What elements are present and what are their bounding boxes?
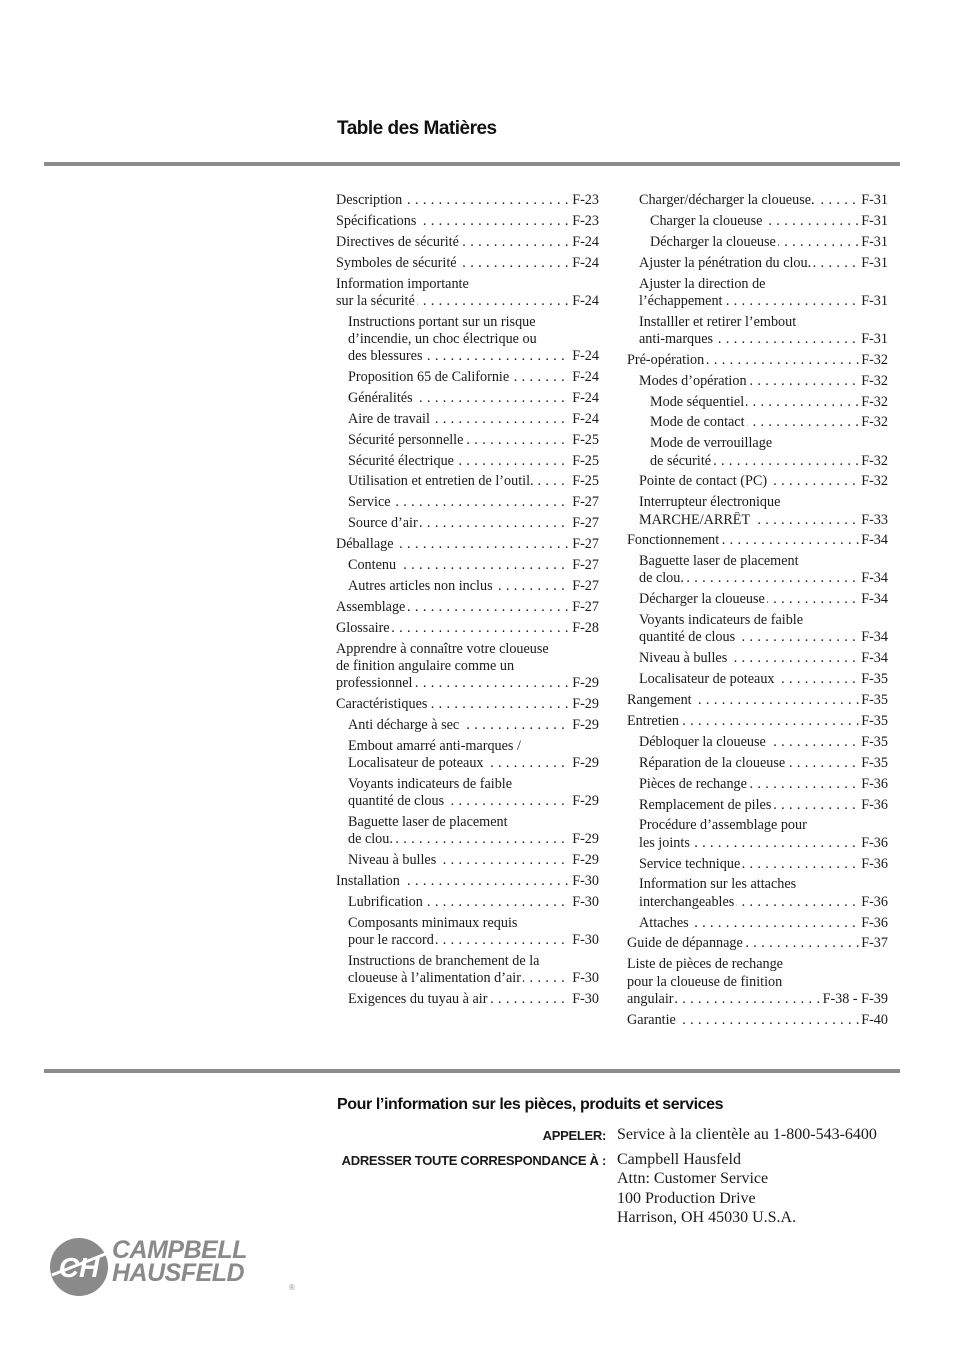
toc-entry-page: F-27: [572, 556, 599, 573]
toc-entry: [627, 394, 888, 411]
toc-entry-text: Sécurité électrique: [348, 452, 454, 469]
toc-entry-text: Proposition 65 de Californie: [348, 368, 510, 385]
toc-entry: [336, 314, 599, 366]
toc-entry-text: l’échappement: [639, 292, 723, 309]
toc-entry-page: F-36: [861, 834, 888, 851]
toc-entry-text: angulair: [627, 990, 674, 1007]
toc-entry-page: F-24: [572, 348, 599, 365]
toc-entry-page: F-27: [572, 536, 599, 553]
toc-entry: [627, 276, 888, 310]
toc-entry-page: F-35: [861, 692, 888, 709]
toc-entry-text: pour le raccord: [348, 931, 434, 948]
toc-entry-text: professionnel: [336, 674, 413, 691]
toc-entry: [336, 557, 599, 574]
toc-entry-lastline: [336, 675, 599, 692]
toc-entry-page: F-27: [572, 577, 599, 594]
toc-entry-page: F-34: [861, 650, 888, 667]
toc-column-2: [627, 192, 888, 1033]
toc-entry: [336, 494, 599, 511]
toc-entry-text: Embout amarré anti-marques /: [348, 737, 521, 754]
toc-entry-page: F-32: [861, 452, 888, 469]
toc-entry-text: Charger la cloueuse: [650, 212, 763, 229]
toc-entry-text: les joints: [639, 834, 690, 851]
toc-entry-page: F-34: [861, 629, 888, 646]
toc-entry-page: F-32: [861, 473, 888, 490]
toc-entry-text: quantité de clous: [348, 792, 445, 809]
toc-entry-page: F-25: [572, 473, 599, 490]
toc-entry-page: F-35: [861, 671, 888, 688]
toc-entry-page: F-32: [861, 393, 888, 410]
toc-entry: [336, 255, 599, 272]
toc-entry: [627, 473, 888, 490]
toc-entry-text: Interrupteur électronique: [639, 494, 781, 511]
address-line: Campbell Hausfeld: [617, 1151, 741, 1168]
toc-entry-text: anti-marques: [639, 330, 714, 347]
toc-entry-page: F-34: [861, 570, 888, 587]
toc-entry-text: Installation: [336, 872, 400, 889]
toc-entry-text: de clou.: [348, 831, 393, 847]
toc-entry-text: Instructions portant sur un risque: [348, 313, 536, 330]
toc-entry: [627, 373, 888, 390]
toc-entry: [336, 641, 599, 693]
toc-entry-lastline: [650, 453, 888, 470]
toc-entry-lastline: [348, 793, 599, 810]
toc-entry-page: F-35: [861, 713, 888, 730]
toc-entry-text: Mode de verrouillage: [650, 435, 773, 452]
toc-entry-text: Aire de travail: [348, 410, 430, 427]
toc-entry-text: Sécurité personnelle: [348, 431, 464, 448]
toc-entry-lastline: [348, 348, 599, 365]
toc-entry-lastline: [639, 293, 888, 310]
toc-entry-lastline: [639, 512, 888, 529]
toc-entry-text: Baguette laser de placement: [348, 813, 508, 830]
toc-entry-page: F-37: [861, 935, 888, 952]
toc-entry-lastline: [336, 293, 599, 310]
toc-entry-lastline: [639, 570, 888, 587]
toc-entry-text: Mode séquentiel: [650, 393, 745, 410]
toc-entry-text: Guide de dépannage: [627, 935, 743, 952]
toc-entry: [627, 612, 888, 646]
toc-entry: [336, 696, 599, 713]
toc-entry-page: F-28: [572, 619, 599, 636]
toc-entry-page: F-32: [861, 372, 888, 389]
toc-entry: [336, 578, 599, 595]
toc-entry: [627, 1012, 888, 1029]
toc-entry: [627, 856, 888, 873]
toc-entry-text: Directives de sécurité: [336, 233, 459, 250]
toc-entry-text: de clou.: [639, 570, 684, 587]
toc-entry: [336, 213, 599, 230]
toc-entry-page: F-31: [861, 233, 888, 250]
toc-entry-text: Liste de pièces de rechange: [627, 956, 783, 973]
toc-entry-page: F-30: [572, 893, 599, 910]
toc-entry-lastline: [348, 755, 599, 772]
toc-entry-text: pour la cloueuse de finition: [627, 973, 783, 990]
toc-entry-text: Localisateur de poteaux: [348, 754, 484, 771]
toc-entry: [336, 991, 599, 1008]
logo-registered: ®: [289, 1283, 295, 1292]
toc-entry-page: F-33: [861, 511, 888, 528]
toc-entry-text: cloueuse à l’alimentation d’air: [348, 969, 521, 986]
toc-entry: [336, 915, 599, 949]
toc-entry-page: F-34: [861, 591, 888, 608]
toc-entry: [627, 956, 888, 1008]
toc-entry-page: F-34: [861, 532, 888, 549]
toc-entry-page: F-29: [572, 674, 599, 691]
toc-entry-page: F-27: [572, 494, 599, 511]
address-line: 100 Production Drive: [617, 1189, 756, 1207]
toc-entry-page: F-24: [572, 254, 599, 271]
toc-entry-text: Composants minimaux requis: [348, 914, 518, 931]
toc-entry: [336, 432, 599, 449]
toc-entry-text: Utilisation et entretien de l’outil.: [348, 473, 534, 490]
toc-entry: [627, 734, 888, 751]
toc-entry-page: F-30: [572, 931, 599, 948]
toc-entry: [627, 876, 888, 910]
toc-entry-text: Caractéristiques: [336, 695, 428, 712]
toc-entry-text: Exigences du tuyau à air: [348, 990, 488, 1007]
toc-entry-text: Installler et retirer l’embout: [639, 313, 797, 330]
toc-entry-text: Assemblage: [336, 598, 406, 615]
toc-entry-text: Pré-opération: [627, 351, 705, 368]
toc-entry-text: Ajuster la pénétration du clou.: [639, 254, 812, 271]
toc-entry-text: Remplacement de piles: [639, 796, 772, 813]
toc-entry: [336, 234, 599, 251]
toc-entry-text: Ajuster la direction de: [639, 275, 766, 292]
toc-entry: [627, 494, 888, 528]
address-label: ADRESSER TOUTE CORRESPONDANCE À :: [341, 1153, 606, 1168]
toc-entry-text: Instructions de branchement de la: [348, 952, 540, 969]
page-title: Table des Matières: [337, 118, 497, 139]
toc-entry: [627, 935, 888, 952]
toc-column-1: [336, 192, 599, 1012]
toc-entry-page: F-31: [861, 254, 888, 271]
toc-entry-page: F-29: [572, 851, 599, 868]
toc-entry-page: F-31: [861, 330, 888, 347]
toc-entry: [627, 797, 888, 814]
toc-entry-text: Charger/décharger la cloueuse.: [639, 192, 815, 208]
toc-entry: [627, 692, 888, 709]
toc-entry-text: Autres articles non inclus: [348, 577, 493, 594]
toc-entry-text: Attaches: [639, 914, 689, 931]
toc-entry: [627, 532, 888, 549]
toc-entry: [336, 738, 599, 772]
toc-entry-page: F-24: [572, 233, 599, 250]
toc-entry-page: F-32: [861, 414, 888, 431]
toc-entry-text: Lubrification: [348, 893, 423, 910]
toc-entry-text: interchangeables: [639, 893, 735, 910]
toc-entry-lastline: [348, 932, 599, 949]
toc-entry-lastline: [639, 629, 888, 646]
toc-entry: [627, 713, 888, 730]
call-label: APPELER:: [542, 1128, 606, 1143]
toc-entry: [336, 852, 599, 869]
toc-entry-text: Réparation de la cloueuse: [639, 754, 786, 771]
toc-entry-page: F-31: [861, 292, 888, 309]
toc-entry-lastline: [639, 331, 888, 348]
toc-entry: [627, 234, 888, 251]
toc-entry: [627, 352, 888, 369]
top-divider: [44, 162, 900, 166]
toc-entry-page: F-23: [572, 192, 599, 208]
toc-entry-text: Niveau à bulles: [348, 851, 437, 868]
toc-entry-text: Généralités: [348, 389, 413, 406]
toc-entry-lastline: [627, 991, 888, 1008]
toc-entry-text: Service: [348, 494, 391, 511]
toc-entry-lastline: [639, 894, 888, 911]
toc-entry-text: MARCHE/ARRÊT: [639, 511, 751, 528]
address-block: [617, 1150, 796, 1227]
toc-entry-text: Modes d’opération: [639, 372, 747, 389]
toc-entry-text: Débloquer la cloueuse: [639, 733, 766, 750]
toc-entry-text: Spécifications: [336, 212, 417, 229]
toc-entry-page: F-29: [572, 754, 599, 771]
toc-entry-text: Glossaire: [336, 619, 390, 636]
toc-entry: [627, 553, 888, 587]
toc-entry-page: F-36: [861, 893, 888, 910]
logo-mark: CH: [58, 1252, 100, 1283]
toc-entry: [627, 435, 888, 469]
toc-entry-page: F-31: [861, 192, 888, 208]
toc-entry-text: sur la sécurité: [336, 292, 415, 309]
toc-entry-text: de finition angulaire comme un: [336, 657, 515, 674]
toc-entry-page: F-27: [572, 598, 599, 615]
toc-entry: [336, 453, 599, 470]
toc-entry: [336, 276, 599, 310]
toc-entry: [627, 776, 888, 793]
toc-entry-text: Garantie: [627, 1011, 676, 1028]
toc-entry-page: F-24: [572, 410, 599, 427]
toc-entry-page: F-36: [861, 914, 888, 931]
toc-entry-text: Description: [336, 192, 403, 208]
toc-entry: [627, 192, 888, 209]
toc-entry-text: Symboles de sécurité: [336, 254, 457, 271]
toc-entry: [336, 473, 599, 490]
address-line: Attn: Customer Service: [617, 1170, 769, 1188]
toc-entry: [336, 620, 599, 637]
toc-entry: [336, 776, 599, 810]
toc-entry-text: d’incendie, un choc électrique ou: [348, 330, 537, 347]
toc-entry-text: Décharger la cloueuse: [650, 233, 776, 250]
toc-entry-page: F-23: [572, 212, 599, 229]
logo-line-1: CAMPBELL: [112, 1236, 247, 1264]
toc-entry-text: Pièces de rechange: [639, 775, 747, 792]
toc-entry: [336, 369, 599, 386]
toc-entry: [627, 915, 888, 932]
toc-entry-page: F-29: [572, 695, 599, 712]
toc-entry: [627, 817, 888, 851]
toc-entry: [336, 717, 599, 734]
toc-entry-page: F-29: [572, 831, 599, 847]
toc-entry-page: F-36: [861, 796, 888, 813]
toc-entry-page: F-27: [572, 515, 599, 532]
toc-entry-page: F-35: [861, 733, 888, 750]
toc-entry-page: F-24: [572, 389, 599, 406]
toc-entry-page: F-30: [572, 990, 599, 1007]
toc-entry-page: F-24: [572, 368, 599, 385]
toc-entry-text: Apprendre à connaître votre cloueuse: [336, 640, 549, 657]
toc-entry: [627, 650, 888, 667]
toc-entry: [336, 192, 599, 209]
toc-entry: [336, 814, 599, 848]
toc-entry-page: F-38 - F-39: [822, 990, 888, 1007]
toc-entry: [627, 414, 888, 431]
toc-entry: [336, 390, 599, 407]
toc-entry: [336, 536, 599, 553]
bottom-divider: [44, 1069, 900, 1073]
toc-entry-text: Rangement: [627, 692, 692, 709]
toc-entry-page: F-24: [572, 292, 599, 309]
toc-entry-page: F-35: [861, 754, 888, 771]
toc-entry: [336, 873, 599, 890]
address-line: Harrison, OH 45030 U.S.A.: [617, 1208, 797, 1226]
toc-entry-text: Voyants indicateurs de faible: [348, 775, 513, 792]
toc-entry-lastline: [348, 970, 599, 987]
toc-entry-text: Niveau à bulles: [639, 650, 728, 667]
toc-entry: [336, 894, 599, 911]
toc-entry: [336, 599, 599, 616]
toc-entry-text: Entretien: [627, 713, 679, 730]
toc-entry-page: F-31: [861, 212, 888, 229]
call-value: Service à la clientèle au 1-800-543-6400: [617, 1126, 877, 1143]
toc-entry-text: Fonctionnement: [627, 532, 720, 549]
logo-wordmark: [112, 1236, 247, 1287]
toc-entry: [627, 671, 888, 688]
toc-entry-text: Déballage: [336, 536, 394, 553]
toc-entry-text: Pointe de contact (PC): [639, 473, 768, 490]
toc-entry-text: Information sur les attaches: [639, 876, 797, 893]
toc-entry-text: Service technique: [639, 855, 741, 872]
toc-entry: [336, 953, 599, 987]
toc-entry-text: Mode de contact: [650, 414, 745, 431]
toc-entry: [336, 411, 599, 428]
toc-entry-page: F-25: [572, 452, 599, 469]
contact-title: Pour l’information sur les pièces, produits et services: [337, 1096, 724, 1113]
toc-entry-page: F-40: [861, 1011, 888, 1028]
toc-entry: [627, 591, 888, 608]
toc-entry-page: F-29: [572, 792, 599, 809]
toc-entry-text: Anti décharge à sec: [348, 716, 460, 733]
toc-entry: [627, 314, 888, 348]
toc-entry-text: Information importante: [336, 275, 469, 292]
toc-entry-text: de sécurité: [650, 452, 712, 469]
toc-entry-page: F-25: [572, 431, 599, 448]
toc-entry-text: des blessures: [348, 348, 423, 365]
toc-entry: [627, 213, 888, 230]
logo-line-2: HAUSFELD: [112, 1259, 245, 1287]
toc-entry-page: F-32: [861, 351, 888, 368]
toc-entry-text: Localisateur de poteaux: [639, 671, 775, 688]
toc-entry: [627, 755, 888, 772]
toc-entry-page: F-36: [861, 775, 888, 792]
toc-entry-text: Procédure d’assemblage pour: [639, 817, 807, 834]
toc-entry-text: quantité de clous: [639, 629, 736, 646]
toc-entry-text: Baguette laser de placement: [639, 553, 799, 570]
toc-entry-text: Décharger la cloueuse: [639, 591, 765, 608]
toc-entry-text: Voyants indicateurs de faible: [639, 612, 804, 629]
toc-entry-page: F-30: [572, 969, 599, 986]
toc-entry-text: Source d’air: [348, 515, 418, 532]
toc-entry-text: Contenu: [348, 556, 397, 573]
toc-entry: [627, 255, 888, 272]
toc-entry-lastline: [348, 831, 599, 848]
toc-entry-lastline: [639, 835, 888, 852]
toc-entry: [336, 515, 599, 532]
toc-entry-page: F-36: [861, 855, 888, 872]
toc-entry-page: F-30: [572, 872, 599, 889]
toc-entry-page: F-29: [572, 716, 599, 733]
